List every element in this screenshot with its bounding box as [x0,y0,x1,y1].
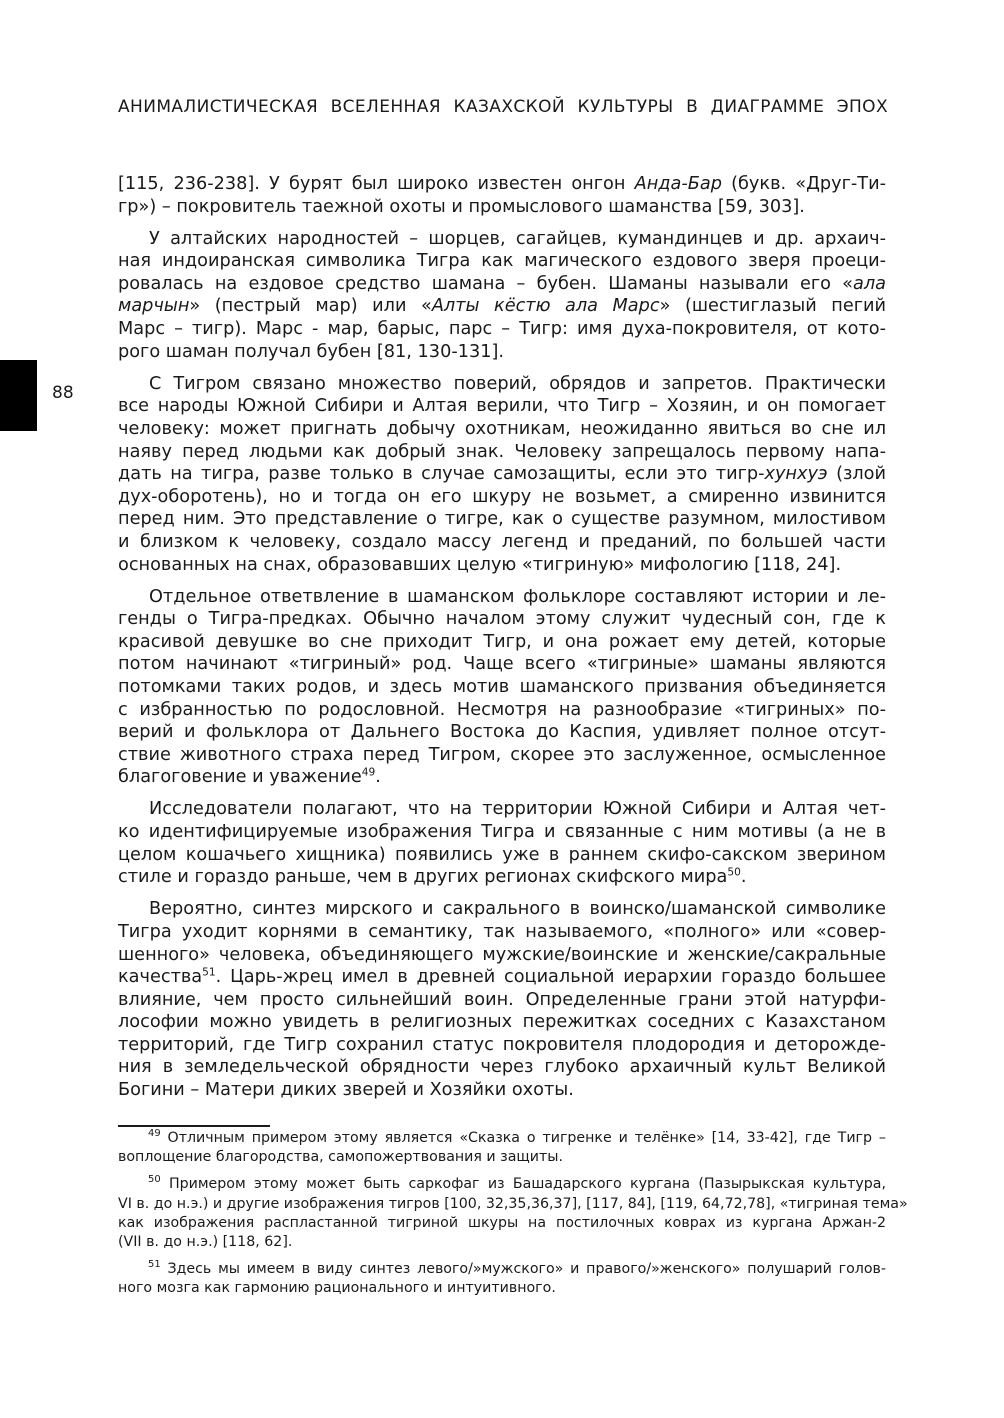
text-line: с избранностью по родословной. Несмотря на разнообразие «тигриных» по- [118,699,886,720]
chapter-tab-marker [0,360,37,431]
text-line: Вероятно, синтез мирского и сакрального в воинско/шаманской символике [149,899,886,920]
text-line: ко идентифицируемые изображения Тигра и связанные с ним мотивы (а не в [118,822,886,843]
text-line [118,1260,886,1279]
footnote-number: 50 [148,1174,161,1186]
text-run: стиле и гораздо раньше, чем в других регионах скифского мира [118,867,728,888]
text-line: Богини – Матери диких зверей и Хозяйки охоты. [118,1080,574,1101]
footnote-50 [118,1174,908,1252]
italic-term: Анда-Бар [634,174,722,194]
text-line: Тигра уходит корнями в семантику, так называемого, «полного» или «совер- [118,921,886,942]
text-line: лософии можно увидеть в религиозных пережитках соседних с Казахстаном [118,1012,886,1033]
text-run: Здесь мы имеем в виду синтез левого/»мужского» и правого/»женского» полушарий голов- [160,1261,886,1278]
paragraph-3 [118,373,886,576]
text-line: У алтайских народностей – шорцев, сагайцев, кумандинцев и др. архаич- [149,228,886,249]
text-line: перед ним. Это представление о тигре, как о существе разумном, милостивом [118,509,886,530]
text-run: (злой [827,464,886,485]
paragraph-2 [118,228,886,364]
text-run: [115, 236-238]. У бурят был широко известен онгон [118,174,635,194]
text-line: ная индоиранская символика Тигра как магического ездового зверя проеци- [118,251,886,272]
footnote-ref-50[interactable]: 50 [727,865,741,879]
text-run: . [740,867,747,888]
text-line: С Тигром связано множество поверий, обрядов и запретов. Практически [149,373,886,394]
footnote-51 [118,1260,886,1298]
page-number: 88 [52,383,74,403]
text-run: благоговение и уважение [118,767,362,788]
footnote-ref-51[interactable]: 51 [202,965,216,979]
text-line: (VII в. до н.э.) [118, 62]. [118,1233,293,1250]
text-line: воплощение благородства, самопожертвования и защиты. [118,1149,563,1166]
text-line: территорий, где Тигр сохранил статус покровителя плодородия и деторожде- [118,1034,886,1055]
text-line [118,866,886,889]
italic-term: марчын [118,296,190,317]
text-line: целом кошачьего хищника) появились уже в раннем скифо-сакском зверином [118,844,886,865]
main-text [118,173,886,1102]
text-run: (букв. «Друг-Ти- [721,174,886,194]
footnote-number: 51 [148,1259,161,1271]
text-line [118,463,886,486]
paragraph-6 [118,898,886,1101]
text-line: верий и фольклора от Дальнего Востока до Каспия, удивляет полное отсут- [118,722,886,743]
text-run: качества [118,967,203,988]
text-line [118,295,886,318]
footnote-49 [118,1129,886,1167]
running-header: АНИМАЛИСТИЧЕСКАЯ ВСЕЛЕННАЯ КАЗАХСКОЙ КУЛЬТУРЫ В ДИАГРАММЕ ЭПОХ [118,97,888,117]
text-run: . [375,767,381,788]
text-line: ствие животного страха перед Тигром, скорее это заслуженное, осмысленное [118,744,886,765]
text-line: потомками таких родов, и здесь мотив шаманского призвания объединяется [118,676,886,697]
text-line: и близком к человеку, создало массу легенд и преданий, по большей части [118,531,886,552]
italic-term: хунхуэ [764,464,828,485]
text-line [118,1175,886,1194]
text-line: Отдельное ответвление в шаманском фольклоре составляют истории и ле- [149,586,886,607]
text-line: потом начинают «тигриный» род. Чаще всего «тигриные» шаманы являются [118,654,886,675]
footnotes [118,1128,908,1307]
footnote-ref-49[interactable]: 49 [361,765,376,779]
italic-term: ала [853,273,886,294]
text-line [118,766,886,789]
text-run: Примером этому может быть саркофаг из Башадарского кургана (Пазырыкская культура, [160,1176,886,1193]
text-line: рого шаман получал бубен [81, 130-131]. [118,341,504,362]
text-line: Марс – тигр). Марс - мар, барыс, парс – Тигр: имя духа-покровителя, от кото- [118,319,886,340]
text-line: дух-оборотень), но и тогда он его шкуру не возьмет, а смиренно извинится [118,486,886,507]
text-run: . Царь-жрец имел в древней социальной иерархии гораздо большее [215,967,886,988]
text-line [118,173,886,196]
text-line [118,273,886,296]
text-run: Отличным примером этому является «Сказка о тигренке и телёнке» [14, 33-42], где Тигр – [160,1130,886,1146]
text-line: VI в. до н.э.) и другие изображения тигров [100, 32,35,36,37], [117, 84], [119, 64,72,78], «тигриная тема» [118,1195,908,1212]
footnote-number: 49 [148,1128,161,1140]
text-run: » (шестиглазый пегий [659,296,886,317]
text-line [118,966,886,989]
footnote-separator [118,1125,270,1127]
text-line: основанных на снах, образовавших целую «тигриную» мифологию [118, 24]. [118,554,842,575]
text-line: ного мозга как гармонию рационального и интуитивного. [118,1280,556,1297]
paragraph-5 [118,798,886,888]
text-run: дать на тигра, разве только в случае самозащиты, если это тигр- [118,464,765,485]
text-line: генды о Тигра-предках. Обычно началом этому служит чудесный сон, где к [118,609,886,630]
paragraph-1 [118,173,886,218]
text-line: как изображения распластанной тигриной шкуры на постилочных коврах из кургана Аржан-2 [118,1214,886,1231]
text-line: наяву перед людьми как добрый знак. Человеку запрещалось первому напа- [118,441,886,462]
text-line: шенного» человека, объединяющего мужские/воинские и женские/сакральные [118,944,886,965]
text-line: Исследователи полагают, что на территории Южной Сибири и Алтая чет- [149,799,886,820]
text-line: красивой девушке во сне приходит Тигр, и она рожает ему детей, которые [118,631,886,652]
text-line: все народы Южной Сибири и Алтая верили, что Тигр – Хозяин, и он помогает [118,396,886,417]
text-run: ровалась на ездовое средство шамана – бубен. Шаманы называли его « [118,273,854,294]
text-line: ния в земледельческой обрядности через глубоко архаичный культ Великой [118,1057,886,1078]
text-line [118,1129,886,1148]
italic-term: Алты кёстю ала Марс [431,296,660,317]
text-line: влияние, чем просто сильнейший воин. Определенные грани этой натурфи- [118,989,886,1010]
paragraph-4 [118,586,886,789]
text-line: гр») – покровитель таежной охоты и промыслового шаманства [59, 303]. [118,196,805,217]
text-line: человеку: может пригнать добычу охотникам, неожиданно явиться во сне ил [118,418,886,439]
text-run: » (пестрый мар) или « [189,296,432,317]
